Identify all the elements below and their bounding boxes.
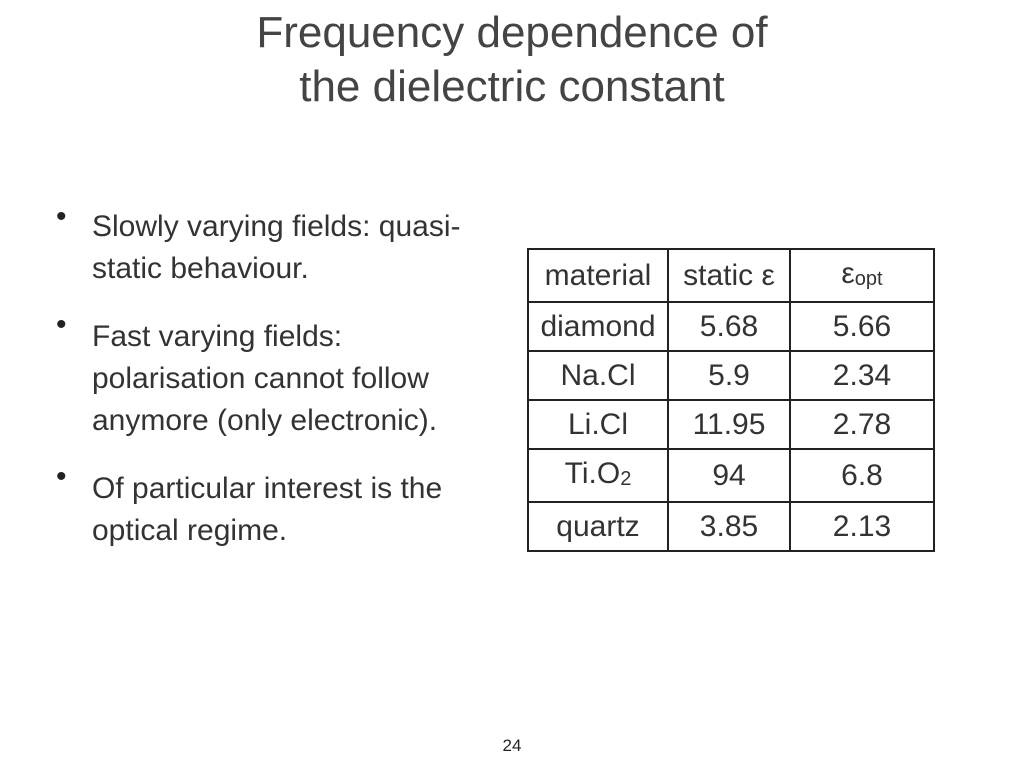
cell-material-base: Ti.O [564, 457, 621, 490]
cell-static: 11.95 [668, 400, 790, 449]
table-row [528, 302, 934, 351]
bullet-text: Fast varying fields: polarisation cannot follow anymore (only electronic). [92, 320, 438, 437]
cell-optical: 2.78 [790, 400, 934, 449]
slide-title-line-1: Frequency dependence of [256, 8, 768, 57]
header-optical-epsilon-symbol: ε [841, 257, 855, 290]
slide-title-line-2: the dielectric constant [299, 62, 725, 111]
bullet-text: Of particular interest is the optical regime. [92, 472, 443, 547]
page-number: 24 [502, 736, 522, 755]
bullet-item [56, 200, 476, 290]
table-row [528, 449, 934, 502]
header-optical-epsilon-subscript: opt [854, 268, 883, 290]
cell-static: 5.9 [668, 351, 790, 400]
bullet-dot-icon: • [56, 460, 67, 493]
table-header-row [528, 249, 934, 302]
cell-material: Na.Cl [528, 351, 668, 400]
cell-material [528, 449, 668, 502]
table-row [528, 502, 934, 551]
header-optical-epsilon [790, 249, 934, 302]
header-material: material [528, 249, 668, 302]
cell-material: Li.Cl [528, 400, 668, 449]
dielectric-table [527, 248, 935, 552]
cell-material: diamond [528, 302, 668, 351]
cell-static: 94 [668, 449, 790, 502]
cell-static: 3.85 [668, 502, 790, 551]
cell-optical: 2.13 [790, 502, 934, 551]
cell-optical: 5.66 [790, 302, 934, 351]
bullet-list [56, 200, 476, 552]
cell-static: 5.68 [668, 302, 790, 351]
slide-title [0, 6, 1024, 114]
cell-optical: 2.34 [790, 351, 934, 400]
bullet-text: Slowly varying fields: quasi-static behaviour. [92, 210, 461, 285]
bullet-dot-icon: • [56, 308, 67, 341]
table-row [528, 400, 934, 449]
header-static-epsilon: static ε [668, 249, 790, 302]
bullet-item [56, 460, 476, 552]
cell-optical: 6.8 [790, 449, 934, 502]
bullet-dot-icon: • [56, 200, 67, 233]
cell-material: quartz [528, 502, 668, 551]
bullet-item [56, 308, 476, 442]
cell-material-subscript: 2 [620, 468, 632, 490]
table-row [528, 351, 934, 400]
